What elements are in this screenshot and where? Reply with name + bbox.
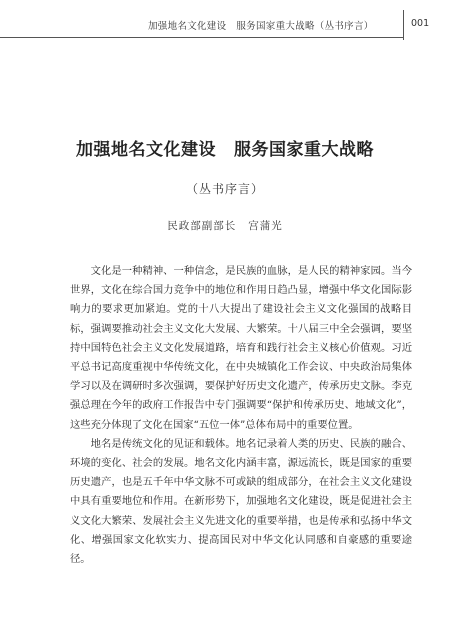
paragraph-1: 文化是一种精神、一种信念，是民族的血脉，是人民的精神家园。当今世界，文化在综合国力竞争中的地位和作用日趋凸显，增强中华文化国际影响力的要求更加紧迫。党的十八大提出了建设社会主义文化强国的战略目标，强调要推动社会主义文化大发展、大繁荣。十八届三中全会强调，要坚持中国特色社会主义文化发展道路，培育和践行社会主义核心价值观。习近平总书记高度重视中华传统文化，在中央城镇化工作会议、中央政治局集体学习以及在调研时多次强调，要保护好历史文化遗产，传承历史文脉。李克强总理在今年的政府工作报告中专门强调要“保护和传承历史、地域文化”，这些充分体现了文化在国家“五位一体”总体布局中的重要位置。: [70, 265, 412, 431]
author-role: 民政部副部长: [167, 220, 237, 232]
header-horizontal-rule: [0, 37, 404, 38]
header-vertical-rule: [403, 10, 404, 40]
running-header-title-right: 服务国家重大战略（丛书序言）: [236, 21, 374, 32]
author-line: [0, 218, 450, 233]
body-text: [70, 262, 412, 569]
page-subtitle: （丛书序言）: [185, 182, 264, 196]
author-name: 宫蒲光: [248, 220, 283, 232]
running-header-title-left: 加强地名文化建设: [148, 21, 227, 32]
running-header-title: [148, 18, 374, 32]
page-title: [0, 135, 450, 160]
page-title-part1: 加强地名文化建设: [76, 140, 216, 160]
paragraph-2: 地名是传统文化的见证和载体。地名记录着人类的历史、民族的融合、环境的变化、社会的发展。地名文化内涵丰富，源远流长，既是国家的重要历史遗产，也是五千年中华文脉不可或缺的组成部分，在社会主义文化建设中具有重要地位和作用。在新形势下，加强地名文化建设，既是促进社会主义文化大繁荣、发展社会主义先进文化的重要举措，也是传承和弘扬中华文化、增强国家文化软实力、提高国民对中华文化认同感和自豪感的重要途径。: [70, 437, 412, 566]
page-title-part2: 服务国家重大战略: [234, 140, 374, 160]
page-number: 001: [411, 18, 430, 29]
running-header: [0, 0, 450, 40]
